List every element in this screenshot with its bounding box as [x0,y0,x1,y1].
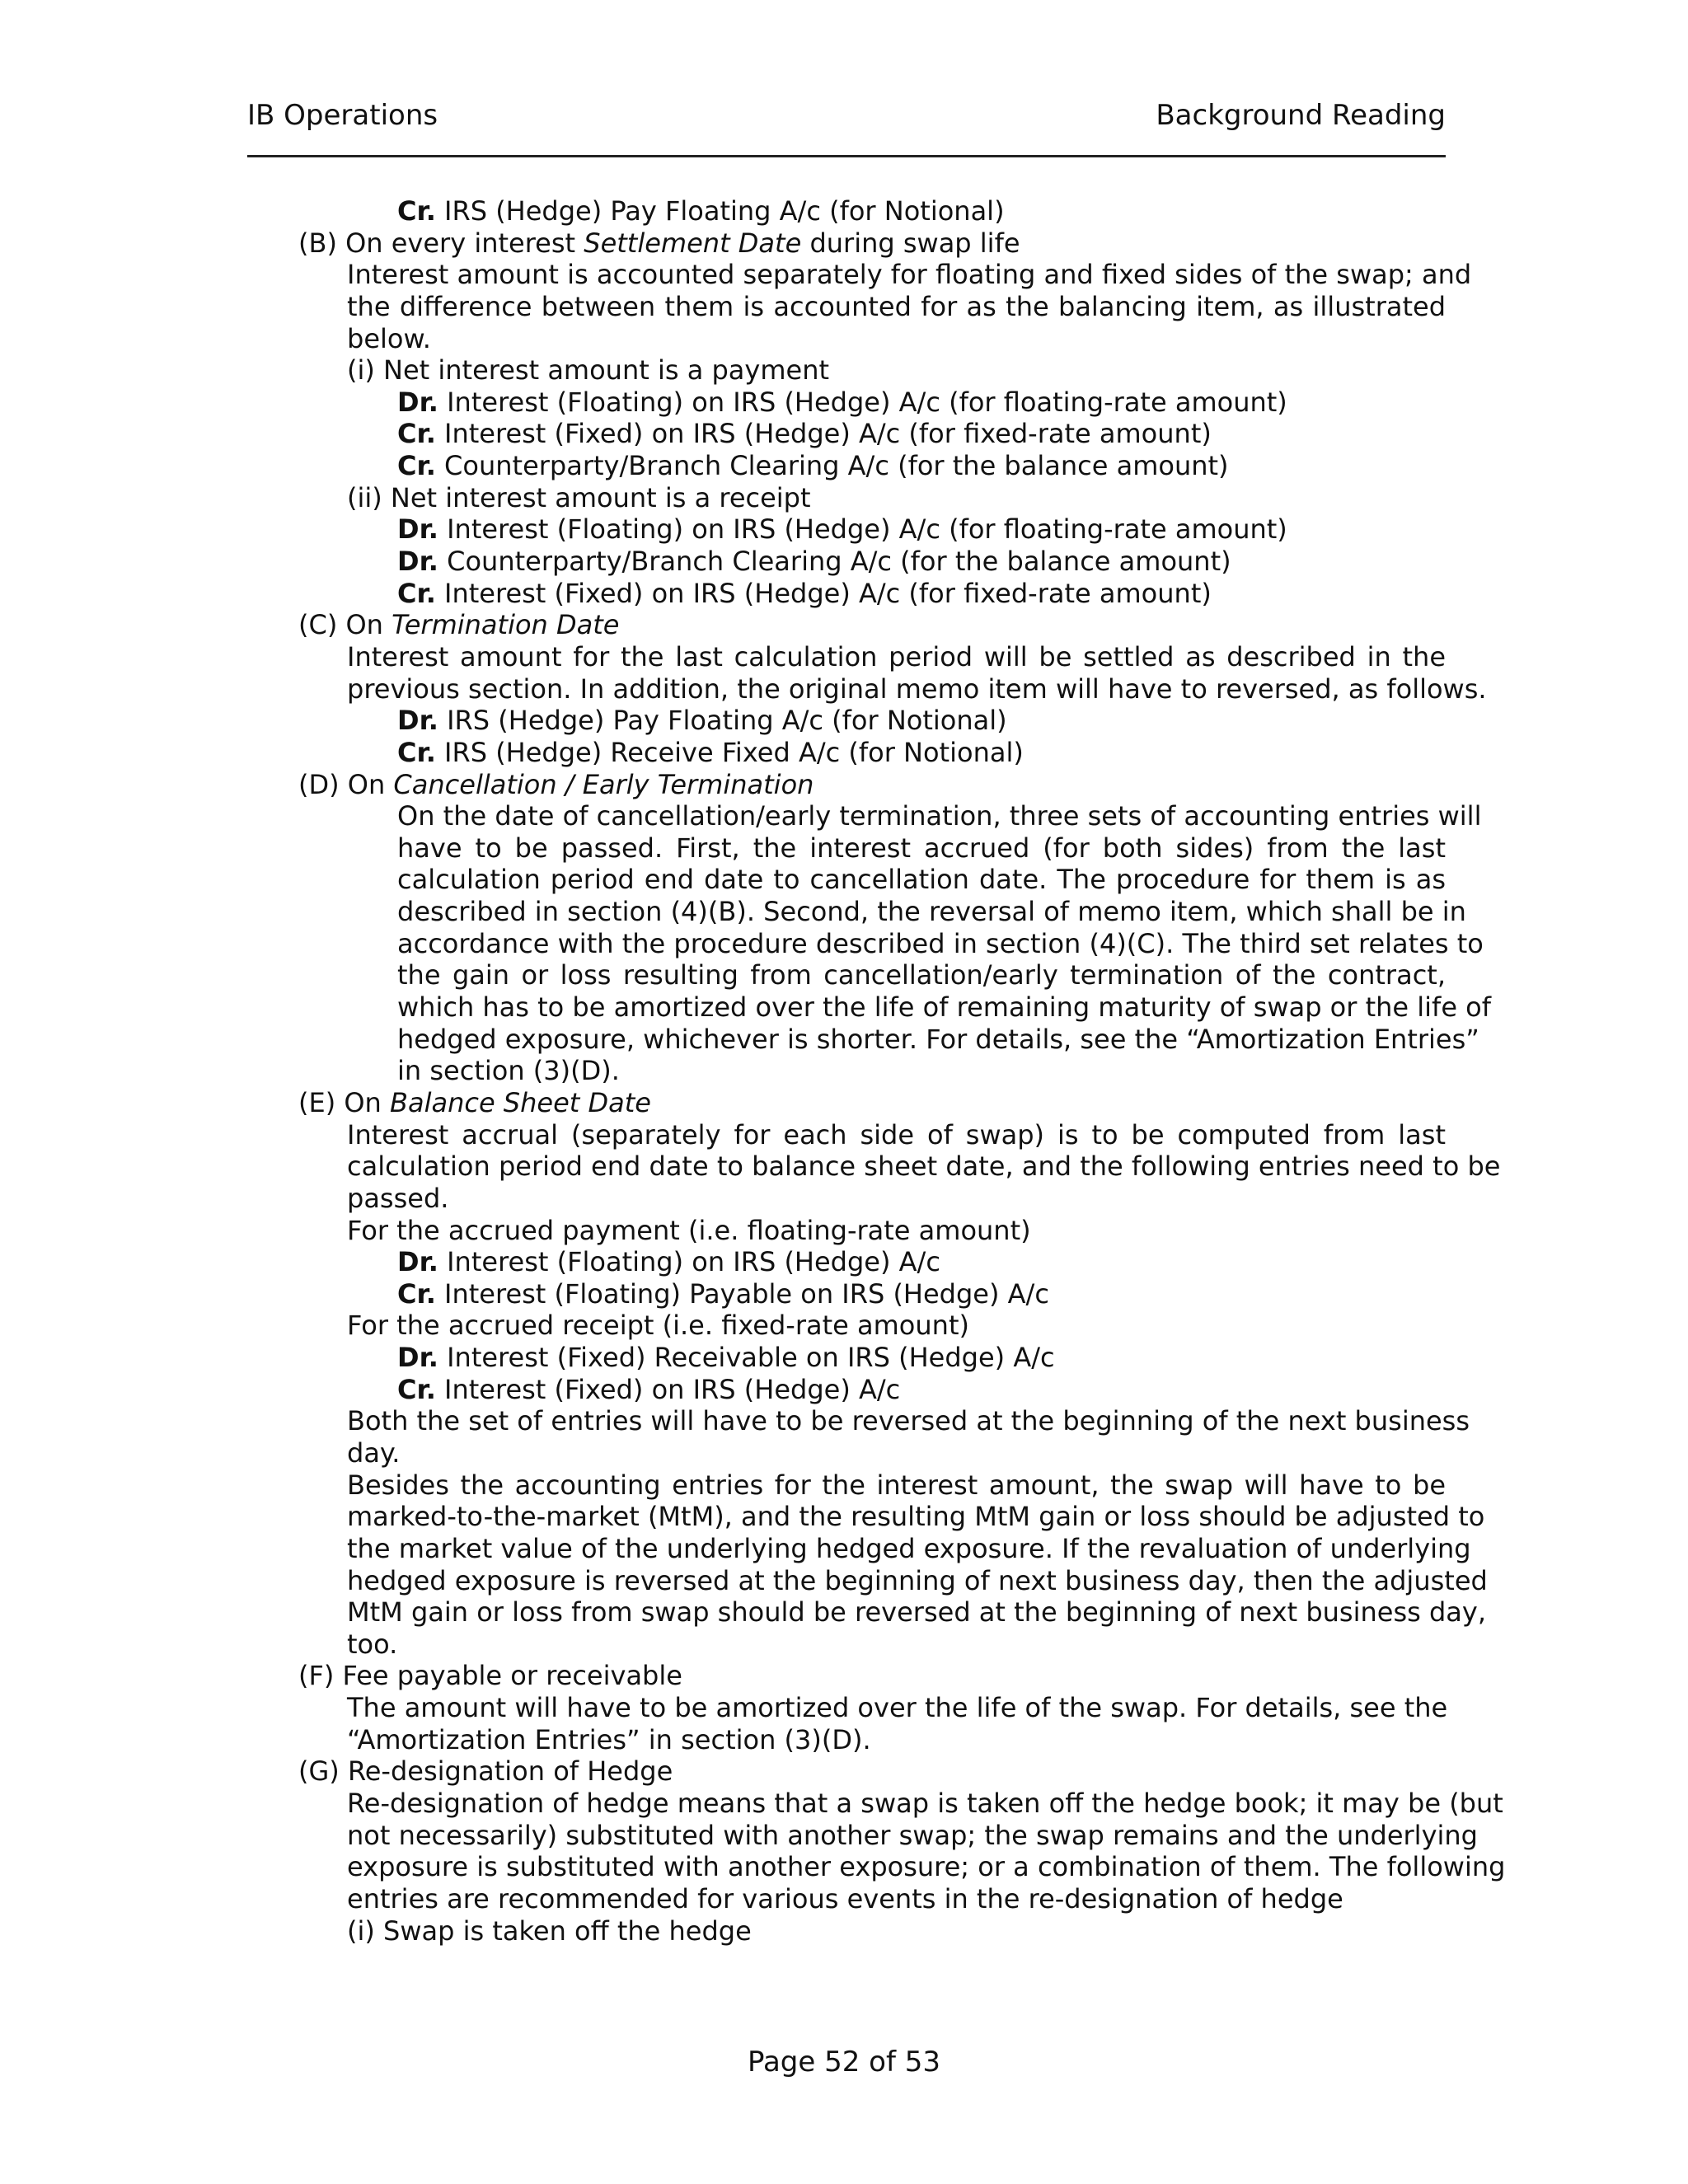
line-text: Counterparty/Branch Clearing A/c (for the balance amount) [438,546,1231,578]
line-text: too. [347,1628,398,1660]
text-line [247,1851,1506,1883]
text-line [247,1437,1446,1469]
emphasis-text: Settlement Date [584,227,802,259]
line-text: (i) Net interest amount is a payment [347,354,830,387]
page-number: Page 52 of 53 [747,2046,941,2079]
document-body [247,195,1506,1947]
line-text: Interest (Floating) on IRS (Hedge) A/c (for floating-rate amount) [438,386,1287,418]
line-text: Counterparty/Branch Clearing A/c (for the balance amount) [435,450,1229,482]
text-line [247,450,1446,482]
text-line [247,1278,1446,1310]
text-line [247,418,1446,450]
entry-type-label: Cr. [397,1277,436,1310]
text-line [247,291,1446,323]
text-line [247,1023,1479,1056]
text-line [247,195,1446,227]
text-line [247,1788,1503,1820]
text-line [247,482,1446,514]
text-line [247,991,1492,1024]
line-text: accordance with the procedure described in section (4)(C). The third set relates to [397,927,1484,959]
line-text: Re-designation of hedge means that a swap is taken off the hedge book; it may be (but [347,1788,1503,1820]
text-line [247,1692,1446,1724]
text-line [247,1915,1446,1947]
text-line [247,323,1446,355]
line-text: (ii) Net interest amount is a receipt [347,481,811,513]
text-line [247,737,1446,769]
line-text: exposure is substituted with another exposure; or a combination of them. The following [347,1851,1506,1883]
text-line [247,673,1487,705]
line-text: (F) Fee payable or receivable [298,1660,682,1692]
text-line [247,513,1446,546]
entry-type-label: Dr. [397,1342,438,1374]
line-text: the market value of the underlying hedged exposure. If the revaluation of underlying [347,1532,1471,1564]
line-text: day. [347,1436,401,1469]
text-line [247,1151,1501,1183]
text-line [247,609,1446,641]
line-text: (B) On every interest [298,227,584,259]
text-line [247,546,1446,578]
line-text: On the date of cancellation/early termination, three sets of accounting entries will [397,800,1482,832]
text-line [247,387,1446,419]
text-line [247,1596,1486,1629]
line-text: passed. [347,1182,449,1214]
text-line [247,1755,1446,1788]
text-line [247,354,1446,387]
line-text: which has to be amortized over the life of remaining maturity of swap or the life of [397,991,1492,1024]
line-text: (D) On [298,768,394,800]
entry-type-label: Cr. [397,577,436,609]
line-text: IRS (Hedge) Receive Fixed A/c (for Notional) [435,736,1024,768]
text-line [247,1246,1446,1278]
text-line [247,705,1446,737]
line-text: hedged exposure, whichever is shorter. For details, see the “Amortization Entries” [397,1023,1479,1055]
text-line [247,1883,1446,1915]
text-line [247,1405,1470,1437]
text-line [247,1215,1446,1247]
entry-type-label: Cr. [397,195,436,227]
header-divider [247,155,1446,157]
emphasis-text: Cancellation / Early Termination [393,768,814,800]
entry-type-label: Dr. [397,705,438,737]
line-text: Interest (Fixed) on IRS (Hedge) A/c (for fixed-rate amount) [435,418,1212,450]
text-line [247,578,1446,610]
text-line [247,1342,1446,1374]
line-text: the gain or loss resulting from cancellation/early termination of the contract, [397,959,1446,991]
entry-type-label: Cr. [397,736,436,768]
line-text: IRS (Hedge) Pay Floating A/c (for Notional) [438,705,1007,737]
text-line [247,832,1446,865]
line-text: Interest (Fixed) Receivable on IRS (Hedge) A/c [438,1342,1055,1374]
line-text: Interest (Fixed) on IRS (Hedge) A/c (for fixed-rate amount) [435,577,1212,609]
line-text: Interest (Floating) on IRS (Hedge) A/c [438,1246,940,1278]
header-right-title: Background Reading [1156,99,1446,132]
line-text: marked-to-the-market (MtM), and the resulting MtM gain or loss should be adjusted to [347,1501,1485,1533]
line-text: in section (3)(D). [397,1055,620,1087]
line-text: entries are recommended for various events in the re-designation of hedge [347,1882,1343,1915]
line-text: For the accrued receipt (i.e. fixed-rate amount) [347,1310,969,1342]
text-line [247,1501,1485,1533]
line-text: (E) On [298,1086,390,1118]
line-text: described in section (4)(B). Second, the reversal of memo item, which shall be in [397,896,1466,928]
line-text: “Amortization Entries” in section (3)(D). [347,1723,871,1755]
line-text: have to be passed. First, the interest accrued (for both sides) from the last [397,832,1446,864]
entry-type-label: Dr. [397,1246,438,1278]
line-text: calculation period end date to cancellation date. The procedure for them is as [397,864,1446,896]
text-line [247,1629,1446,1661]
emphasis-text: Balance Sheet Date [390,1086,651,1118]
entry-type-label: Cr. [397,418,436,450]
entry-type-label: Cr. [397,450,436,482]
line-text: IRS (Hedge) Pay Floating A/c (for Notional) [435,195,1005,227]
line-text: the difference between them is accounted for as the balancing item, as illustrated [347,290,1446,322]
text-line [247,1532,1471,1565]
text-line [247,227,1446,260]
entry-type-label: Dr. [397,546,438,578]
text-line [247,641,1446,673]
text-line [247,1819,1478,1852]
text-line [247,1724,1446,1756]
entry-type-label: Dr. [397,386,438,418]
line-text: previous section. In addition, the original memo item will have to reversed, as follows. [347,673,1487,705]
line-text: MtM gain or loss from swap should be reversed at the beginning of next business day, [347,1596,1486,1629]
line-text: (i) Swap is taken off the hedge [347,1915,752,1947]
line-text: Interest (Floating) Payable on IRS (Hedge) A/c [435,1277,1049,1310]
text-line [247,259,1472,291]
line-text: Interest amount for the last calculation period will be settled as described in the [347,640,1446,673]
text-line [247,800,1482,832]
text-line [247,769,1446,801]
text-line [247,959,1446,991]
line-text: For the accrued payment (i.e. floating-rate amount) [347,1214,1031,1246]
line-text: Both the set of entries will have to be reversed at the beginning of the next business [347,1405,1470,1437]
header-left-title: IB Operations [247,99,438,132]
text-line [247,927,1484,960]
text-line [247,1055,1446,1087]
line-text: Interest accrual (separately for each side of swap) is to be computed from last [347,1118,1446,1151]
emphasis-text: Termination Date [392,609,620,641]
line-text: (C) On [298,609,392,641]
text-line [247,864,1446,896]
line-text: Interest amount is accounted separately for floating and fixed sides of the swap; and [347,259,1472,291]
line-text: during swap life [801,227,1020,259]
text-line [247,1087,1446,1119]
text-line [247,1469,1446,1502]
line-text: Interest (Floating) on IRS (Hedge) A/c (for floating-rate amount) [438,513,1287,546]
text-line [247,1564,1488,1597]
text-line [247,896,1466,928]
entry-type-label: Dr. [397,513,438,546]
line-text: calculation period end date to balance sheet date, and the following entries need to be [347,1151,1501,1183]
line-text: below. [347,322,431,354]
entry-type-label: Cr. [397,1373,436,1405]
text-line [247,1310,1446,1342]
line-text: The amount will have to be amortized over the life of the swap. For details, see the [347,1692,1448,1724]
text-line [247,1660,1446,1692]
line-text: Besides the accounting entries for the interest amount, the swap will have to be [347,1469,1446,1501]
line-text: Interest (Fixed) on IRS (Hedge) A/c [435,1373,901,1405]
line-text: not necessarily) substituted with another swap; the swap remains and the underlying [347,1819,1478,1851]
text-line [247,1183,1446,1215]
line-text: hedged exposure is reversed at the beginning of next business day, then the adjusted [347,1564,1488,1596]
text-line [247,1119,1446,1151]
text-line [247,1374,1446,1406]
line-text: (G) Re-designation of Hedge [298,1755,673,1788]
